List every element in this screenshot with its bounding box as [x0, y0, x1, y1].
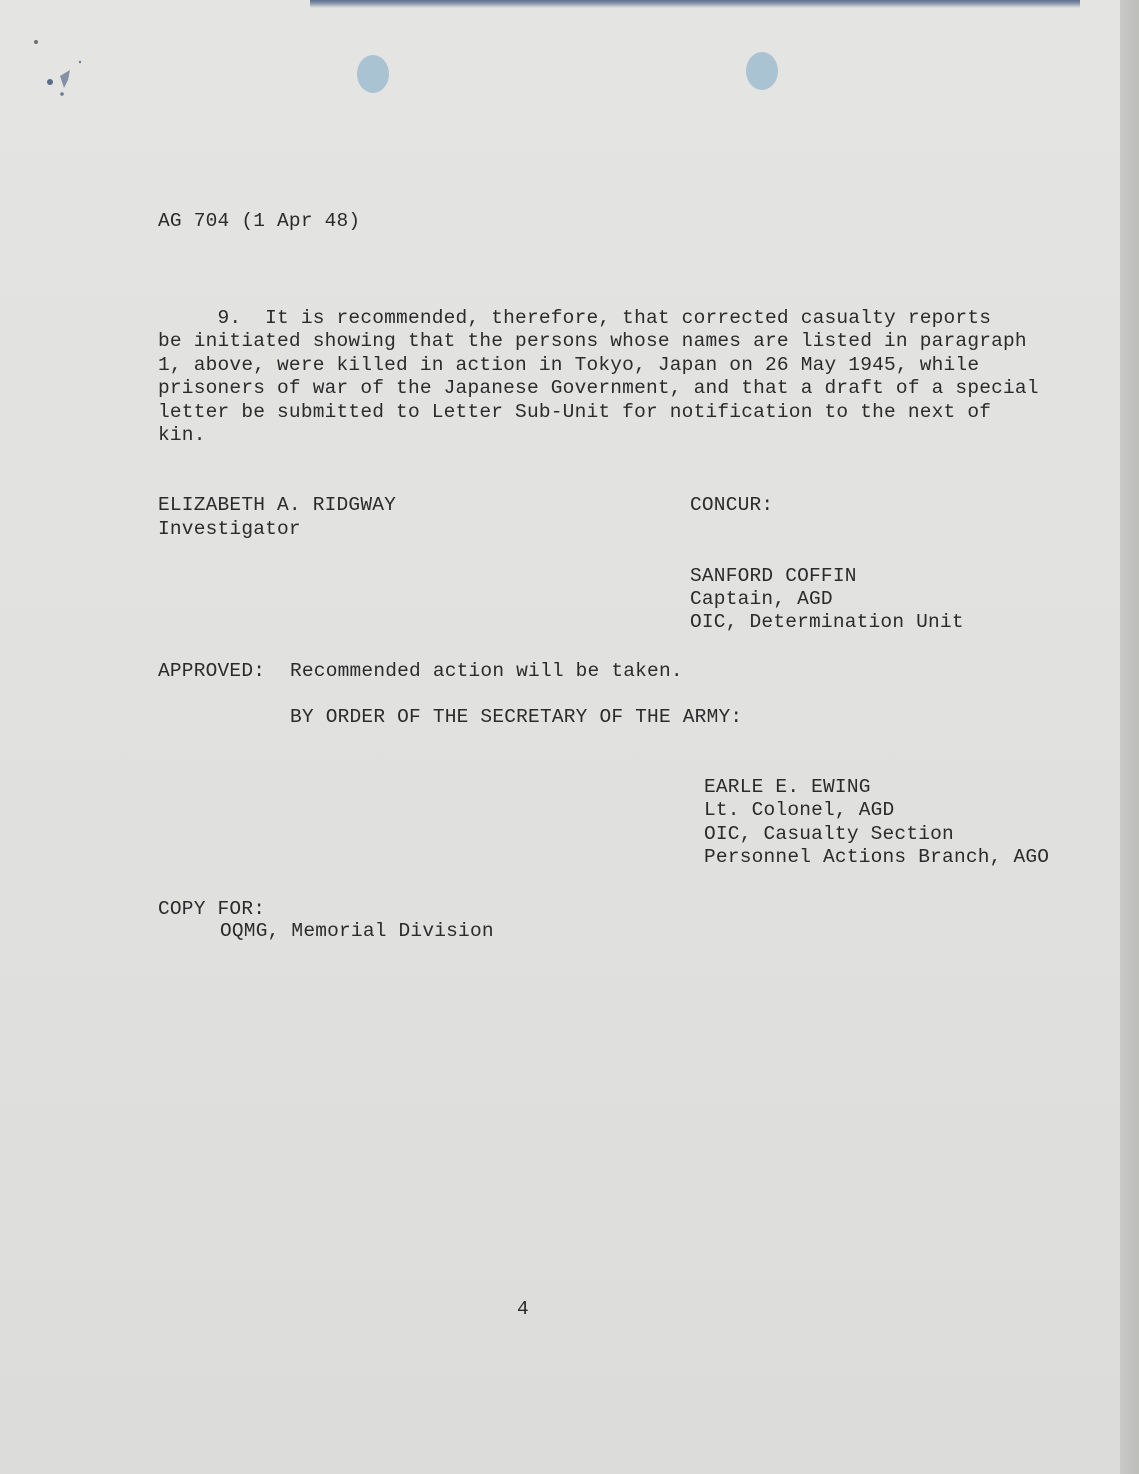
signatory-branch: Personnel Actions Branch, AGO: [704, 846, 1050, 868]
approved-text: Recommended action will be taken.: [290, 660, 683, 682]
investigator-name: ELIZABETH A. RIDGWAY: [158, 494, 397, 516]
concur-rank: Captain, AGD: [690, 588, 833, 610]
page-number: 4: [517, 1298, 529, 1320]
paper-speck: [34, 40, 38, 44]
concur-position: OIC, Determination Unit: [690, 611, 964, 633]
punch-hole-right: [746, 52, 778, 90]
file-reference: AG 704 (1 Apr 48): [158, 210, 361, 232]
copy-for-recipient: OQMG, Memorial Division: [220, 920, 494, 942]
paragraph-line: 1, above, were killed in action in Tokyo, Japan on 26 May 1945, while: [158, 353, 980, 376]
concur-label: CONCUR:: [690, 494, 774, 516]
approved-label: APPROVED:: [158, 660, 266, 682]
copy-for-label: COPY FOR:: [158, 898, 266, 920]
signatory-position: OIC, Casualty Section: [704, 823, 954, 845]
punch-hole-left: [357, 55, 389, 93]
investigator-title: Investigator: [158, 518, 301, 540]
paragraph-line: be initiated showing that the persons whose names are listed in paragraph: [158, 330, 1027, 353]
paragraph-line: 9. It is recommended, therefore, that corrected casualty reports: [158, 307, 992, 329]
paragraph-line: letter be submitted to Letter Sub-Unit for notification to the next of: [158, 400, 992, 423]
ink-smudge: [40, 58, 88, 100]
paragraph-line: kin.: [158, 424, 206, 446]
authority-line: BY ORDER OF THE SECRETARY OF THE ARMY:: [290, 706, 743, 728]
signatory-name: EARLE E. EWING: [704, 776, 871, 798]
signatory-rank: Lt. Colonel, AGD: [704, 799, 895, 821]
paragraph-line: prisoners of war of the Japanese Government, and that a draft of a special: [158, 377, 1039, 400]
folder-edge-mark: [310, 0, 1080, 8]
page-edge: [1120, 0, 1139, 1474]
concur-name: SANFORD COFFIN: [690, 565, 857, 587]
